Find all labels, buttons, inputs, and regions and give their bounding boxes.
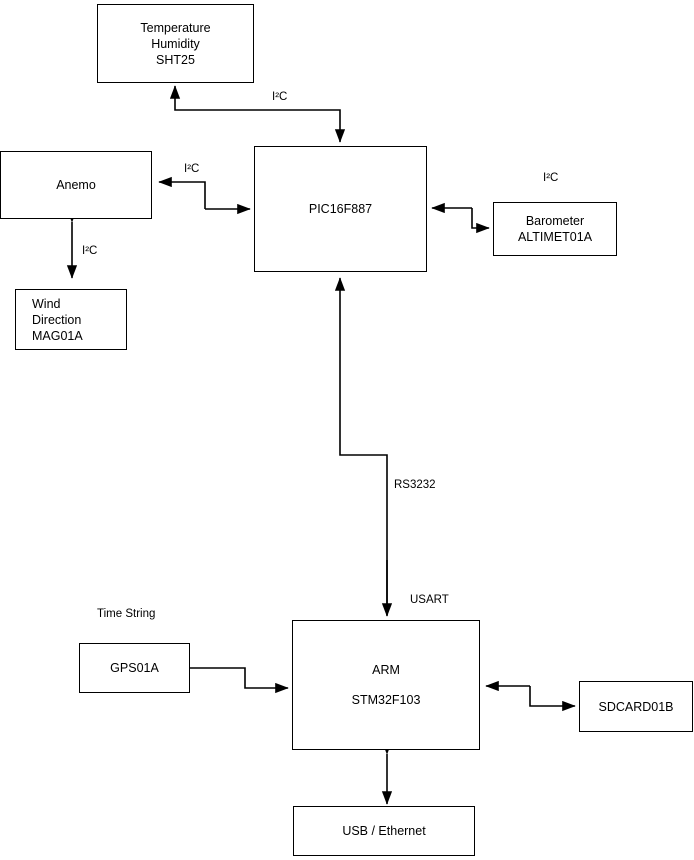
node-line: Anemo	[56, 178, 96, 192]
node-line: Wind	[32, 296, 61, 311]
node-line: ARM	[372, 663, 400, 677]
edge-label-i2c-sht25: I²C	[272, 91, 288, 103]
wire-arm-to-sdcard	[530, 686, 575, 706]
node-barometer-altimet01a[interactable]	[493, 202, 617, 256]
wire-sht25-to-pic	[300, 110, 340, 142]
node-line: GPS01A	[110, 661, 159, 675]
node-gps01a[interactable]	[79, 643, 190, 693]
edge-label-rs3232: RS3232	[394, 479, 436, 491]
node-temperature-humidity-sht25[interactable]	[97, 4, 254, 83]
node-sdcard01b[interactable]	[579, 681, 693, 732]
edge-label-time-string: Time String	[97, 608, 156, 620]
edge-label-usart: USART	[410, 594, 449, 606]
node-line: MAG01A	[32, 328, 83, 343]
wire-gps-to-arm	[190, 668, 288, 688]
node-line: ALTIMET01A	[517, 230, 593, 244]
node-line: STM32F103	[351, 693, 421, 707]
node-anemo[interactable]	[0, 151, 152, 219]
node-wind-direction-mag01a[interactable]	[15, 289, 127, 350]
node-line: USB / Ethernet	[342, 824, 426, 838]
node-line: SHT25	[156, 52, 195, 67]
node-line: SDCARD01B	[598, 699, 674, 714]
node-line: Humidity	[151, 36, 200, 51]
edge-label-i2c-barometer: I²C	[543, 172, 559, 184]
node-line: PIC16F887	[308, 202, 373, 216]
node-pic16f887[interactable]	[254, 146, 427, 272]
node-arm-stm32f103[interactable]	[292, 620, 480, 750]
node-line: Barometer	[525, 214, 585, 228]
node-line: Direction	[32, 312, 82, 327]
node-usb-ethernet[interactable]	[293, 806, 475, 856]
wire-pic-to-anemo	[159, 182, 205, 209]
node-line: Temperature	[140, 20, 211, 35]
edge-label-i2c-anemo: I²C	[184, 163, 200, 175]
edge-label-i2c-mag01a: I²C	[82, 245, 98, 257]
wire-pic-to-barometer	[472, 208, 489, 228]
wire-arm-to-pic	[340, 278, 387, 615]
